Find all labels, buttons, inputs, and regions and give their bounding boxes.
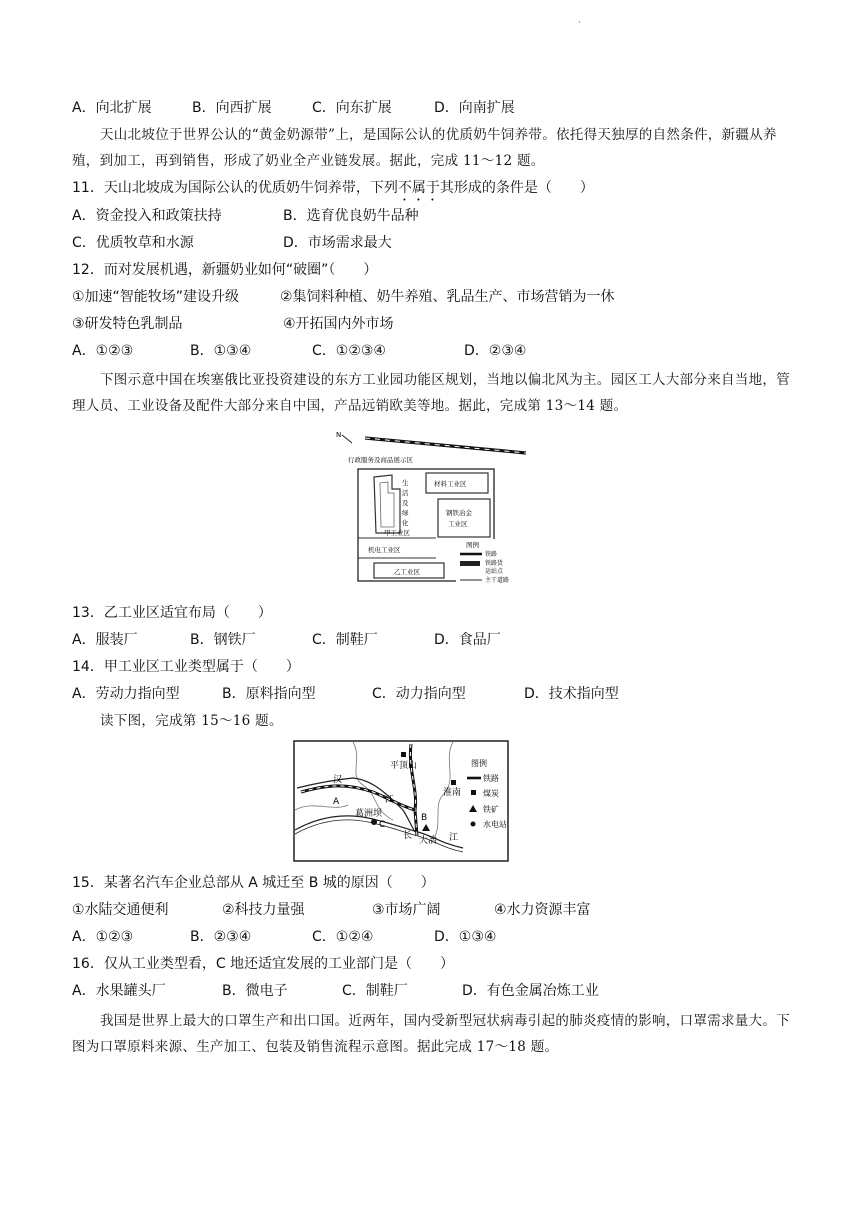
- huainan-coal-icon: [451, 780, 456, 785]
- q12-statements-2: [72, 314, 394, 334]
- q16-option-a: A．水果罐头厂: [72, 983, 166, 999]
- hubei-map: [293, 740, 509, 866]
- q15-option-a: A．①②③: [72, 929, 134, 945]
- q16-option-d: D．有色金属冶炼工业: [462, 983, 599, 999]
- green-zone-char-5: 化: [402, 519, 409, 527]
- q15-statement-1: ①水陆交通便利: [72, 902, 169, 918]
- q12-option-b: B．①③④: [190, 343, 252, 359]
- north-label: N: [336, 431, 342, 439]
- q13-option-d: D．食品厂: [434, 632, 501, 648]
- legend-station-icon: [460, 561, 480, 566]
- q11-option-b: B．选育优良奶牛品种: [283, 208, 419, 224]
- q11-text-pre: 11．天山北坡成为国际公认的优质奶牛饲养带，下列: [72, 180, 398, 196]
- q12-option-d: D．②③④: [464, 343, 527, 359]
- q11-text-emphasis: 不属于: [397, 180, 440, 196]
- admin-area-label: 行政服务及商品展示区: [348, 456, 413, 464]
- q16-option-b: B．微电子: [222, 983, 288, 999]
- q14-option-b: B．原料指向型: [222, 686, 316, 702]
- q15-statement-4: ④水力资源丰富: [494, 902, 591, 918]
- han-label: 汉: [333, 775, 343, 785]
- legend-railway-label: 铁路: [483, 774, 499, 783]
- q12-option-c: C．①②③④: [312, 343, 386, 359]
- q10-option-d: D．向南扩展: [434, 100, 515, 116]
- q14-options: [72, 684, 619, 704]
- q12-options: [72, 341, 526, 361]
- industrial-park-map: [330, 425, 530, 591]
- q11-option-a: A．资金投入和政策扶持: [72, 208, 222, 224]
- legend-coal-icon: [471, 790, 476, 795]
- q15-option-b: B．②③④: [190, 929, 252, 945]
- industrial-park-svg: [330, 425, 530, 587]
- q15-stem: 15．某著名汽车企业总部从 A 城迁至 B 城的原因（ ）: [72, 875, 435, 891]
- green-zone: [374, 475, 400, 533]
- legend-title-1: 图例: [466, 541, 479, 549]
- city-a-label: A: [333, 797, 340, 807]
- q11-stem: [72, 178, 594, 204]
- q11-option-d: D．市场需求最大: [283, 235, 392, 251]
- green-zone-char-3: 及: [402, 499, 409, 507]
- city-b-label: B: [421, 813, 428, 823]
- q16-options: [72, 981, 599, 1001]
- q15-option-d: D．①③④: [434, 929, 497, 945]
- q12-statement-2: ②集饲料种植、奶牛养殖、乳品生产、市场营销为一休: [280, 289, 615, 305]
- steel-zone-label-2: 工业区: [448, 520, 468, 528]
- intro-17-18: 我国是世界上最大的口罩生产和出口国。近两年，国内受新型冠状病毒引起的肺炎疫情的影响，口罩需求量大。下图为口罩原料来源、生产加工、包装及销售流程示意图。据此完成 17～18 题。: [72, 1013, 790, 1055]
- q13-option-a: A．服装厂: [72, 632, 138, 648]
- intro-11-12: 天山北坡位于世界公认的“黄金奶源带”上，是国际公认的优质奶牛饲养带。依托得天独厚的自然条件，新疆从养殖，到加工，再到销售，形成了奶业全产业链发展。据此，完成 11～12 题。: [72, 127, 777, 169]
- q15-statement-2: ②科技力量强: [222, 902, 305, 918]
- gezhouba-label: 葛洲坝: [355, 809, 383, 819]
- q10-option-a: A．向北扩展: [72, 100, 152, 116]
- legend-station-label-1: 铁路货: [485, 560, 504, 567]
- hubei-map-svg: [293, 740, 509, 862]
- huainan-label: 淮南: [443, 788, 462, 798]
- q12-statement-4: ④开拓国内外市场: [283, 316, 394, 332]
- jiang-label-1: 江: [385, 795, 395, 805]
- q12-statement-1: ①加速“智能牧场”建设升级: [72, 289, 240, 305]
- q11-row-2: [72, 233, 392, 253]
- q14-option-d: D．技术指向型: [524, 686, 619, 702]
- intro-15-16: 读下图，完成第 15～16 题。: [100, 713, 283, 729]
- legend-coal-label: 煤炭: [483, 789, 499, 798]
- q10-options: [72, 98, 515, 118]
- q15-statements: [72, 900, 591, 920]
- q10-option-b: B．向西扩展: [192, 100, 272, 116]
- city-c-point: [371, 819, 377, 825]
- q12-option-a: A．①②③: [72, 343, 134, 359]
- q11-option-c: C．优质牧草和水源: [72, 235, 194, 251]
- q12-stem: 12．而对发展机遇，新疆奶业如何“破圈”（ ）: [72, 262, 378, 278]
- q11-text-post: 其形成的条件是（ ）: [439, 180, 594, 196]
- chang-label: 长: [403, 831, 413, 841]
- legend-hydro-label: 水电站: [483, 820, 507, 829]
- q15-option-c: C．①②④: [312, 929, 374, 945]
- q13-option-c: C．制鞋厂: [312, 632, 378, 648]
- daye-label: 大冶: [419, 836, 438, 846]
- legend-hydro-icon: [471, 822, 476, 827]
- material-zone-label: 材料工业区: [434, 480, 467, 488]
- q12-statement-3: ③研发特色乳制品: [72, 316, 183, 332]
- q13-options: [72, 630, 501, 650]
- q12-statements-1: [72, 287, 615, 307]
- green-zone-char-2: 活: [402, 489, 409, 497]
- legend-road-label: 主干道路: [485, 577, 510, 584]
- city-c-label: C: [379, 820, 386, 830]
- q14-stem: 14．甲工业区工业类型属于（ ）: [72, 659, 300, 675]
- north-arrow-icon: [342, 435, 352, 443]
- q14-option-c: C．动力指向型: [372, 686, 466, 702]
- steel-zone-label-1: 钢铁冶金: [446, 509, 472, 517]
- legend-station-label-2: 运站点: [485, 568, 504, 575]
- q16-stem: 16．仅从工业类型看，C 地还适宜发展的工业部门是（ ）: [72, 956, 455, 972]
- jia-zone-label: 甲工业区: [384, 529, 410, 537]
- jidian-zone-label: 机电工业区: [368, 546, 401, 554]
- q15-options: [72, 927, 496, 947]
- jiang-label-2: 江: [449, 833, 459, 843]
- green-zone-char-4: 绿: [402, 509, 409, 517]
- intro-13-14: 下图示意中国在埃塞俄比亚投资建设的东方工业园功能区规划，当地以偏北风为主。园区工人大部分来自当地，管理人员、工业设备及配件大部分来自中国，产品远销欧美等地。据此，完成第 13～14 题。: [72, 372, 790, 414]
- yi-zone-label: 乙工业区: [394, 568, 420, 576]
- q16-option-c: C．制鞋厂: [342, 983, 408, 999]
- legend-iron-label: 铁矿: [483, 805, 499, 814]
- legend-rail-label: 铁路: [485, 551, 498, 558]
- q14-option-a: A．劳动力指向型: [72, 686, 180, 702]
- pingdingshan-label: 平顶山: [390, 761, 418, 771]
- green-zone-char-1: 生: [402, 479, 409, 487]
- steel-zone: [438, 499, 490, 537]
- page-mark: ·: [578, 18, 581, 27]
- q11-row-1: [72, 206, 419, 226]
- q15-statement-3: ③市场广阔: [372, 902, 441, 918]
- q13-stem: 13．乙工业区适宜布局（ ）: [72, 605, 272, 621]
- legend-title-2: 图例: [471, 759, 487, 768]
- q10-option-c: C．向东扩展: [312, 100, 392, 116]
- q13-option-b: B．钢铁厂: [190, 632, 256, 648]
- pingdingshan-coal-icon: [401, 752, 406, 757]
